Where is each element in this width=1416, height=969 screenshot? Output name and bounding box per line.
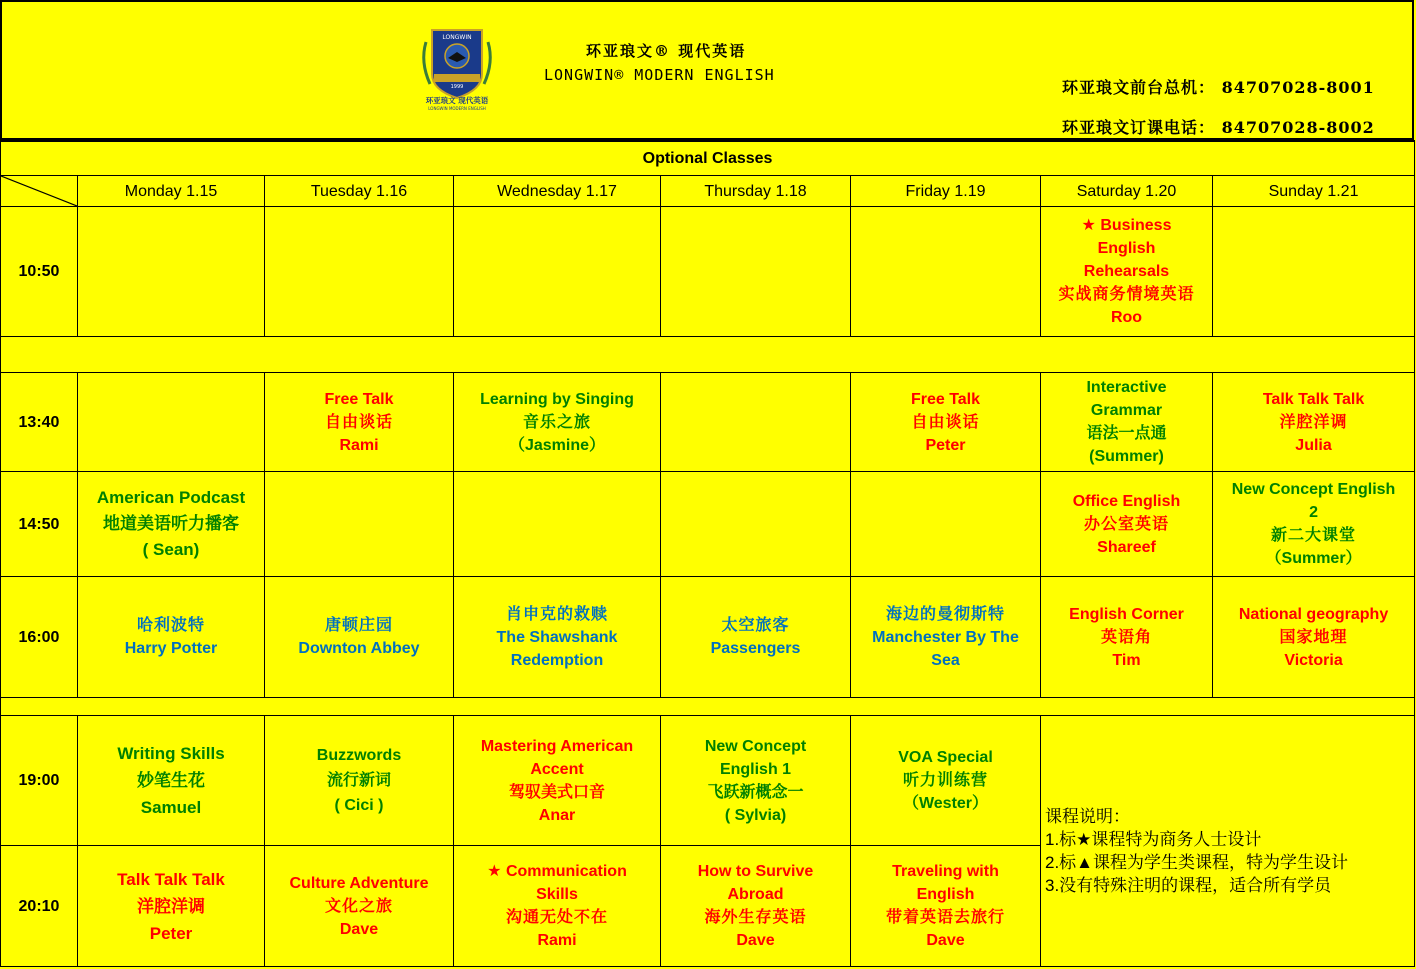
svg-text:环亚琅文 现代英语: 环亚琅文 现代英语 (425, 96, 489, 105)
class-cell-empty (661, 207, 851, 337)
class-cell-sun-1600: National geography 国家地理 Victoria (1213, 577, 1415, 698)
class-cell-sat-1340: Interactive Grammar 语法一点通 (Summer) (1041, 373, 1213, 472)
brand-name-en: LONGWIN® MODERN ENGLISH (544, 66, 775, 84)
class-cell-sun-1340: Talk Talk Talk 洋腔洋调 Julia (1213, 373, 1415, 472)
class-cell-fri-1600: 海边的曼彻斯特 Manchester By The Sea (851, 577, 1041, 698)
class-cell-mon-1900: Writing Skills 妙笔生花 Samuel (78, 716, 265, 846)
corner-cell (1, 176, 78, 207)
class-cell-thu-1900: New Concept English 1 飞跃新概念一 ( Sylvia) (661, 716, 851, 846)
class-cell-sat-1600: English Corner 英语角 Tim (1041, 577, 1213, 698)
class-cell-sun-1450: New Concept English 2 新二大课堂 （Summer） (1213, 472, 1415, 577)
class-cell-mon-1600: 哈利波特 Harry Potter (78, 577, 265, 698)
class-cell-tue-1340: Free Talk 自由谈话 Rami (265, 373, 454, 472)
time-slot-2010: 20:10 (1, 846, 78, 967)
class-cell-wed-2010: ★ Communication Skills 沟通无处不在 Rami (454, 846, 661, 967)
class-cell-empty (454, 472, 661, 577)
class-cell-sat-1050: ★ Business English Rehearsals 实战商务情境英语 Roo (1041, 207, 1213, 337)
class-cell-empty (78, 207, 265, 337)
class-cell-empty (1213, 207, 1415, 337)
class-cell-empty (851, 207, 1041, 337)
break-row (1, 337, 1415, 373)
day-header-sunday: Sunday 1.21 (1213, 176, 1415, 207)
class-cell-empty (851, 472, 1041, 577)
class-cell-empty (454, 207, 661, 337)
time-slot-1450: 14:50 (1, 472, 78, 577)
svg-text:LONGWIN MODERN ENGLISH: LONGWIN MODERN ENGLISH (428, 106, 486, 111)
booking-phone: 环亚琅文订课电话： 84707028-8002 (1062, 118, 1375, 137)
diagonal-divider (1, 176, 77, 206)
header-banner (0, 0, 1414, 140)
class-cell-empty (265, 207, 454, 337)
time-slot-1600: 16:00 (1, 577, 78, 698)
class-schedule-table (0, 140, 1415, 967)
time-slot-1340: 13:40 (1, 373, 78, 472)
class-cell-empty (661, 373, 851, 472)
day-header-wednesday: Wednesday 1.17 (454, 176, 661, 207)
brand-name-cn: 环亚琅文® 现代英语 (586, 42, 747, 60)
time-slot-1900: 19:00 (1, 716, 78, 846)
day-header-friday: Friday 1.19 (851, 176, 1041, 207)
class-cell-empty (661, 472, 851, 577)
class-cell-tue-1600: 唐顿庄园 Downton Abbey (265, 577, 454, 698)
class-cell-thu-2010: How to Survive Abroad 海外生存英语 Dave (661, 846, 851, 967)
day-header-tuesday: Tuesday 1.16 (265, 176, 454, 207)
class-cell-mon-2010: Talk Talk Talk 洋腔洋调 Peter (78, 846, 265, 967)
class-cell-sat-1450: Office English 办公室英语 Shareef (1041, 472, 1213, 577)
time-slot-1050: 10:50 (1, 207, 78, 337)
svg-text:LONGWIN: LONGWIN (442, 34, 472, 41)
day-header-saturday: Saturday 1.20 (1041, 176, 1213, 207)
longwin-logo (418, 22, 496, 112)
class-cell-wed-1340: Learning by Singing 音乐之旅 （Jasmine） (454, 373, 661, 472)
schedule-title: Optional Classes (1, 141, 1415, 176)
course-notes: 课程说明： 1.标★课程特为商务人士设计 2.标▲课程为学生类课程，特为学生设计 3.没有特殊注明的课程，适合所有学员 (1041, 716, 1415, 967)
class-cell-wed-1900: Mastering American Accent 驾驭美式口音 Anar (454, 716, 661, 846)
class-cell-empty (265, 472, 454, 577)
class-cell-fri-2010: Traveling with English 带着英语去旅行 Dave (851, 846, 1041, 967)
day-header-thursday: Thursday 1.18 (661, 176, 851, 207)
class-cell-tue-1900: Buzzwords 流行新词 ( Cici ) (265, 716, 454, 846)
class-cell-wed-1600: 肖申克的救赎 The Shawshank Redemption (454, 577, 661, 698)
class-cell-thu-1600: 太空旅客 Passengers (661, 577, 851, 698)
day-header-monday: Monday 1.15 (78, 176, 265, 207)
break-row (1, 698, 1415, 716)
class-cell-fri-1900: VOA Special 听力训练营 （Wester） (851, 716, 1041, 846)
front-desk-phone: 环亚琅文前台总机： 84707028-8001 (1062, 78, 1375, 97)
class-cell-fri-1340: Free Talk 自由谈话 Peter (851, 373, 1041, 472)
class-cell-empty (78, 373, 265, 472)
svg-text:1999: 1999 (450, 84, 464, 90)
class-cell-mon-1450: American Podcast 地道美语听力播客 ( Sean) (78, 472, 265, 577)
class-cell-tue-2010: Culture Adventure 文化之旅 Dave (265, 846, 454, 967)
